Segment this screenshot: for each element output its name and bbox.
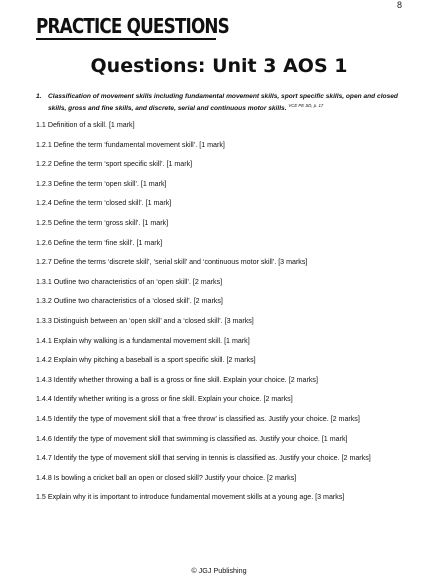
- intro-reference: VCE PE SD, p. 17: [288, 103, 324, 108]
- question-item: 1.4.7 Identify the type of movement skill that serving in tennis is classified as. Justify your choice. [2 marks]: [36, 454, 371, 463]
- question-list: [36, 121, 418, 513]
- question-item: 1.3.3 Distinguish between an ‘open skill’ and a ‘closed skill’. [3 marks]: [36, 316, 254, 325]
- intro-text: Classification of movement skills including fundamental movement skills, sport specific skills, open and closed skills, gross and fine skills, and discrete, serial and continuous motor skills.: [48, 93, 398, 113]
- question-item: 1.2.7 Define the terms ‘discrete skill’, ‘serial skill’ and ‘continuous motor skill’. [3 marks]: [36, 258, 308, 267]
- question-item: 1.2.6 Define the term ‘fine skill’. [1 mark]: [36, 238, 163, 247]
- footer-copyright: © JGJ Publishing: [191, 566, 247, 575]
- page-title: Questions: Unit 3 AOS 1: [90, 55, 348, 77]
- question-item: 1.4.2 Explain why pitching a baseball is a sport specific skill. [2 marks]: [36, 356, 256, 365]
- question-item: 1.2.1 Define the term ‘fundamental movement skill’. [1 mark]: [36, 140, 225, 149]
- intro-number: 1.: [36, 93, 42, 100]
- question-item: 1.4.4 Identify whether writing is a gross or fine skill. Explain your choice. [2 marks]: [36, 395, 293, 404]
- question-item: 1.4.6 Identify the type of movement skill that swimming is classified as. Justify your choice. [1 mark]: [36, 434, 348, 443]
- question-item: 1.2.3 Define the term ‘open skill’. [1 mark]: [36, 179, 167, 188]
- intro-text-wrapper: [48, 92, 408, 113]
- question-item: 1.3.2 Outline two characteristics of a ‘closed skill’. [2 marks]: [36, 297, 223, 306]
- question-item: 1.2.5 Define the term ‘gross skill’. [1 mark]: [36, 218, 169, 227]
- question-item: 1.1 Definition of a skill. [1 mark]: [36, 121, 135, 129]
- question-item: 1.4.8 Is bowling a cricket ball an open or closed skill? Justify your choice. [2 marks]: [36, 473, 297, 482]
- page-number: 8: [396, 0, 402, 10]
- question-item: 1.3.1 Outline two characteristics of an ‘open skill’. [2 marks]: [36, 277, 223, 286]
- question-item: 1.4.5 Identify the type of movement skill that a ‘free throw’ is classified as. Justify your choice. [2 marks]: [36, 414, 360, 423]
- question-item: 1.5 Explain why it is important to introduce fundamental movement skills at a young age. [3 marks]: [36, 493, 345, 502]
- intro-paragraph: [36, 92, 408, 113]
- header-title: PRACTICE QUESTIONS: [36, 14, 229, 38]
- question-item: 1.4.1 Explain why walking is a fundamental movement skill. [1 mark]: [36, 336, 250, 345]
- question-item: 1.2.4 Define the term ‘closed skill’. [1 mark]: [36, 199, 172, 208]
- question-item: 1.2.2 Define the term ‘sport specific skill’. [1 mark]: [36, 160, 193, 169]
- question-item: 1.4.3 Identify whether throwing a ball is a gross or fine skill. Explain your choice. [2 marks]: [36, 375, 318, 384]
- header-underline: [36, 38, 216, 40]
